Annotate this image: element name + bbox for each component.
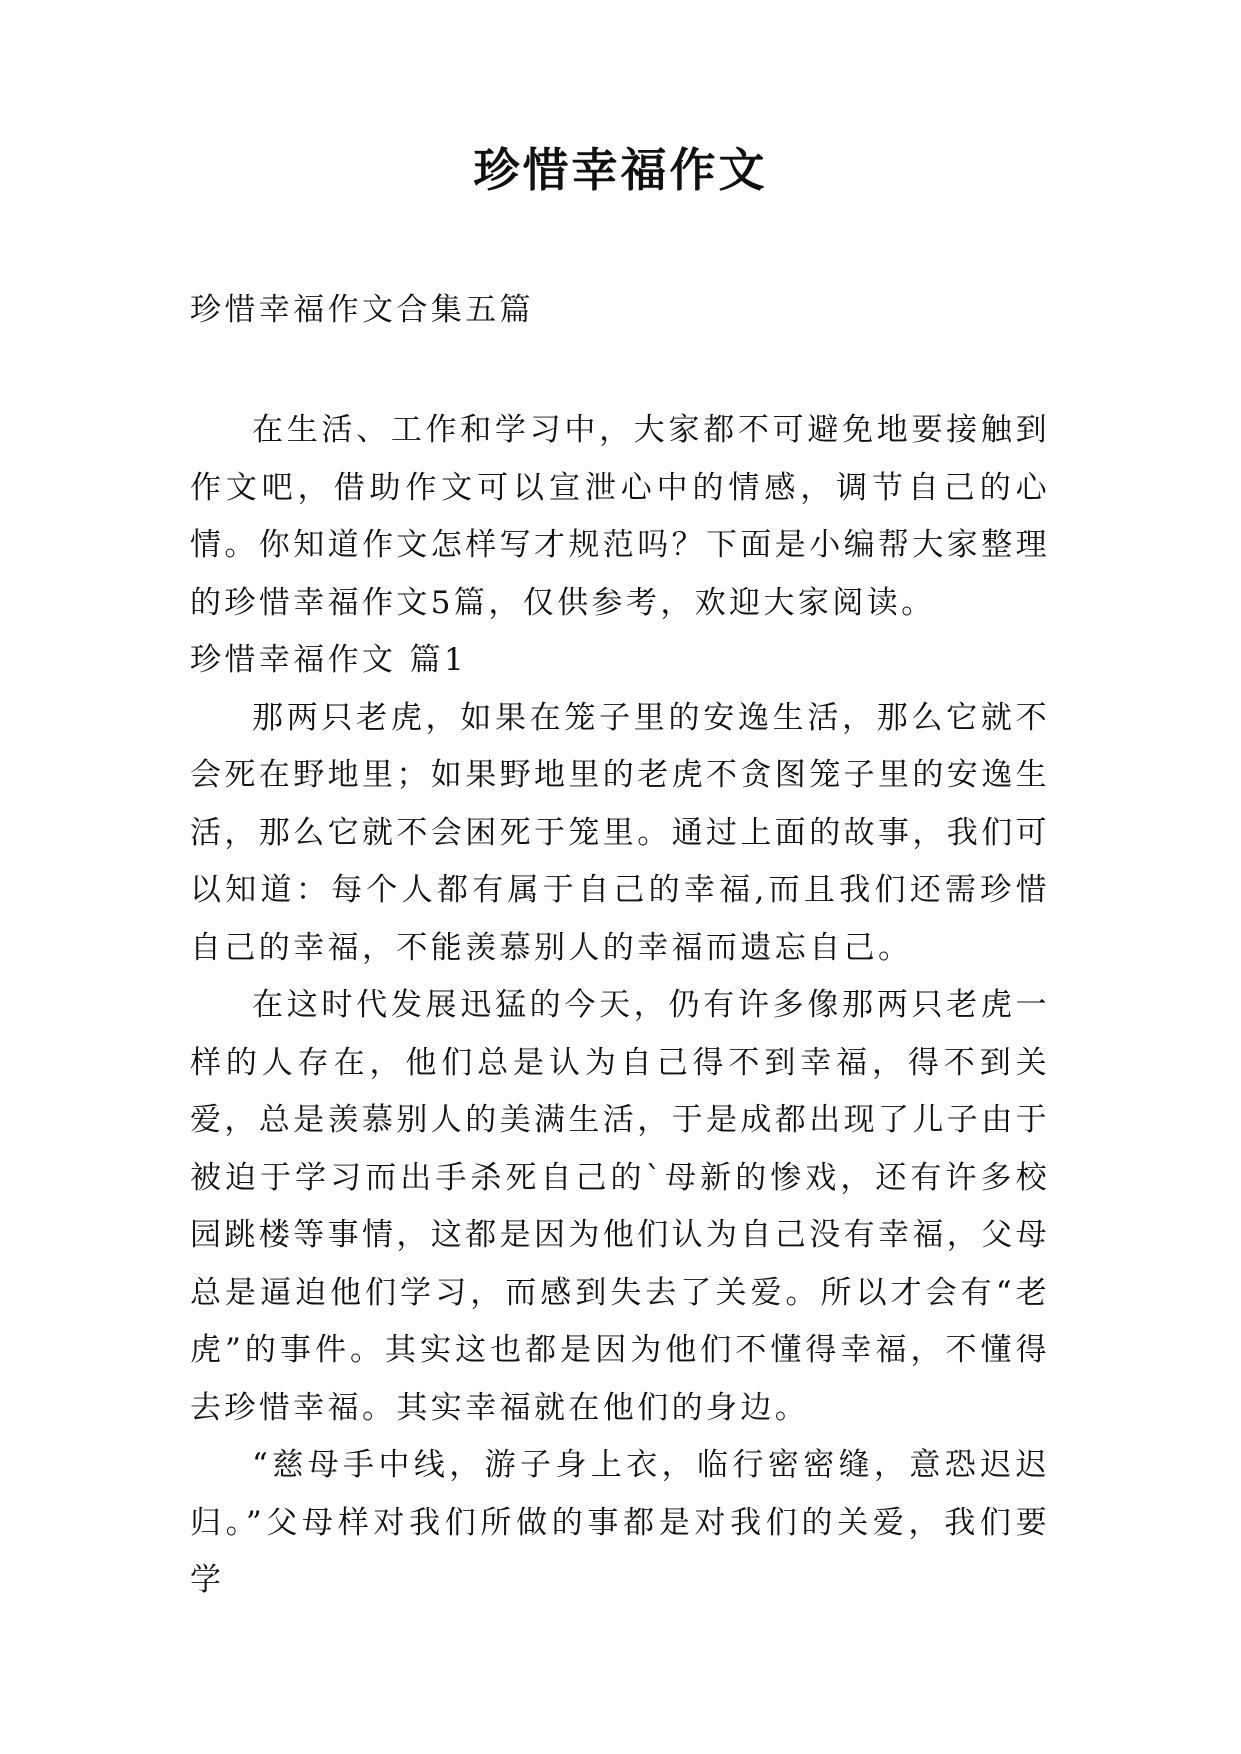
body-paragraph: 那两只老虎，如果在笼子里的安逸生活，那么它就不会死在野地里；如果野地里的老虎不贪图笼子里的安逸生活，那么它就不会困死于笼里。通过上面的故事，我们可以知道：每个人都有属于自己的幸福,而且我们还需珍惜自己的幸福，不能羡慕别人的幸福而遗忘自己。 xyxy=(190,699,1050,966)
document-title: 珍惜幸福作文 xyxy=(473,143,768,197)
intro-paragraph: 在生活、工作和学习中，大家都不可避免地要接触到作文吧，借助作文可以宣泄心中的情感，调节自己的心情。你知道作文怎样写才规范吗？下面是小编帮大家整理的珍惜幸福作文5篇，仅供参考，欢迎大家阅读。 xyxy=(190,412,1050,621)
section-heading: 珍惜幸福作文 篇1 xyxy=(190,642,468,678)
document-subtitle: 珍惜幸福作文合集五篇 xyxy=(190,292,534,328)
document-body xyxy=(190,290,1050,1610)
body-paragraph: 在这时代发展迅猛的今天，仍有许多像那两只老虎一样的人存在，他们总是认为自己得不到幸福，得不到关爱，总是羡慕别人的美满生活，于是成都出现了儿子由于被迫于学习而出手杀死自己的`母新的惨戏，还有许多校园跳楼等事情，这都是因为他们认为自己没有幸福，父母总是逼迫他们学习，而感到失去了关爱。所以才会有“老虎”的事件。其实这也都是因为他们不懂得幸福，不懂得去珍惜幸福。其实幸福就在他们的身边。 xyxy=(190,987,1050,1426)
body-paragraph: “慈母手中线，游子身上衣，临行密密缝，意恐迟迟归。”父母样对我们所做的事都是对我们的关爱，我们要学 xyxy=(190,1447,1050,1598)
